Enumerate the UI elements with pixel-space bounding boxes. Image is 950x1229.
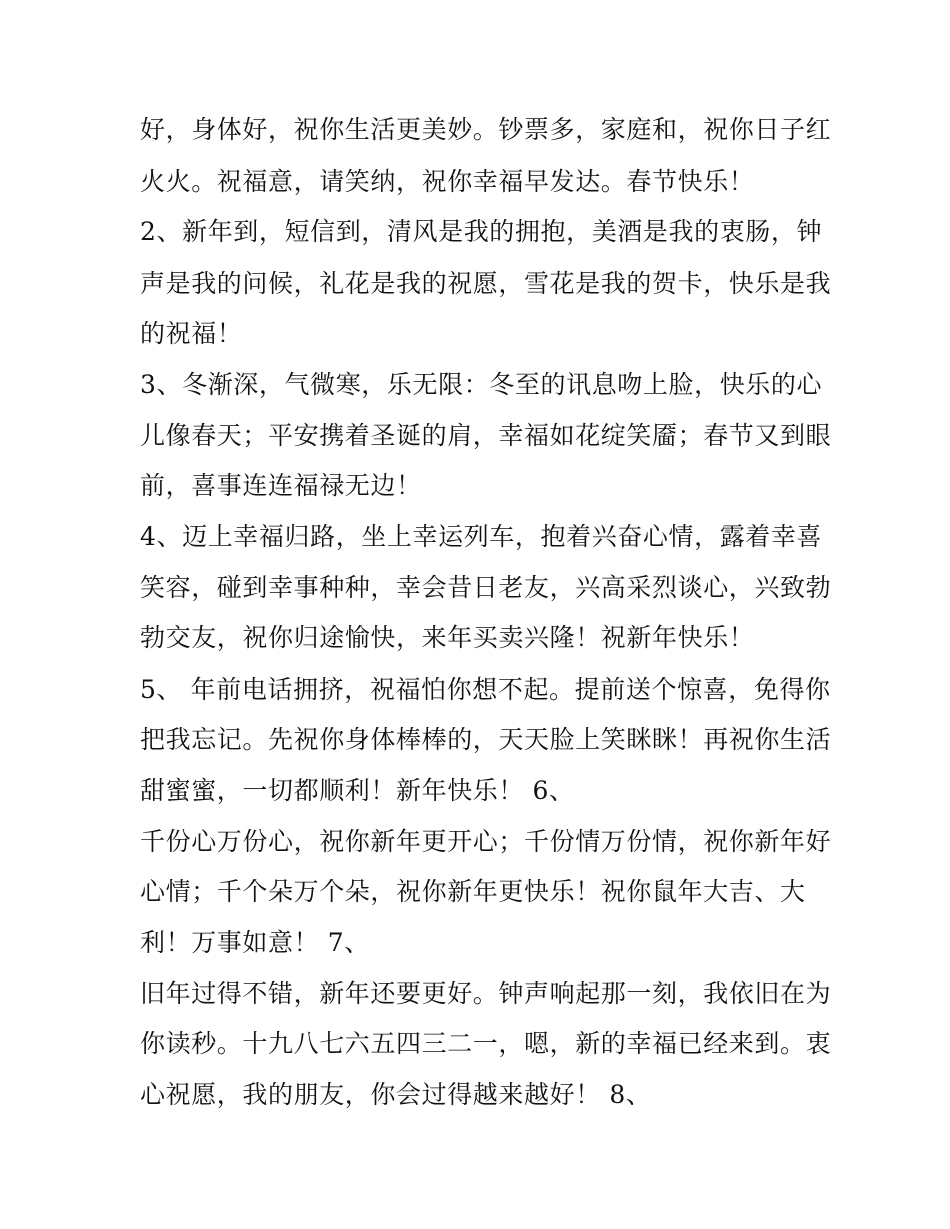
text-line: 3、冬渐深，气微寒，乐无限：冬至的讯息吻上脸，快乐的心	[140, 370, 823, 399]
text-line: 你读秒。十九八七六五四三二一，嗯，新的幸福已经来到。衷	[140, 1029, 832, 1058]
text-line: 前，喜事连连福禄无边！	[140, 471, 422, 500]
text-line: 5、 年前电话拥挤，祝福怕你想不起。提前送个惊喜，免得你	[140, 675, 831, 704]
text-line: 千份心万份心，祝你新年更开心；千份情万份情，祝你新年好	[140, 827, 832, 856]
text-line: 的祝福！	[140, 319, 243, 348]
text-line: 心情；千个朵万个朵，祝你新年更快乐！祝你鼠年大吉、大	[140, 877, 806, 906]
text-line: 甜蜜蜜，一切都顺利！新年快乐！ 6、	[140, 776, 575, 805]
text-line: 儿像春天；平安携着圣诞的肩，幸福如花绽笑靥；春节又到眼	[140, 421, 832, 450]
text-line: 勃交友，祝你归途愉快，来年买卖兴隆！祝新年快乐！	[140, 623, 755, 652]
text-line: 2、新年到，短信到，清风是我的拥抱，美酒是我的衷肠，钟	[140, 217, 823, 246]
text-line: 把我忘记。先祝你身体棒棒的，天天脸上笑眯眯！再祝你生活	[140, 725, 832, 754]
text-line: 火火。祝福意，请笑纳，祝你幸福早发达。春节快乐！	[140, 167, 755, 196]
text-line: 利！万事如意！ 7、	[140, 928, 370, 957]
text-line: 心祝愿，我的朋友，你会过得越来越好！ 8、	[140, 1080, 652, 1109]
text-line: 旧年过得不错，新年还要更好。钟声响起那一刻，我依旧在为	[140, 979, 832, 1008]
text-line: 4、迈上幸福归路，坐上幸运列车，抱着兴奋心情，露着幸喜	[140, 522, 823, 551]
text-line: 笑容，碰到幸事种种，幸会昔日老友，兴高采烈谈心，兴致勃	[140, 573, 832, 602]
text-line: 声是我的问候，礼花是我的祝愿，雪花是我的贺卡，快乐是我	[140, 269, 832, 298]
text-line: 好，身体好，祝你生活更美妙。钞票多，家庭和，祝你日子红	[140, 115, 832, 144]
